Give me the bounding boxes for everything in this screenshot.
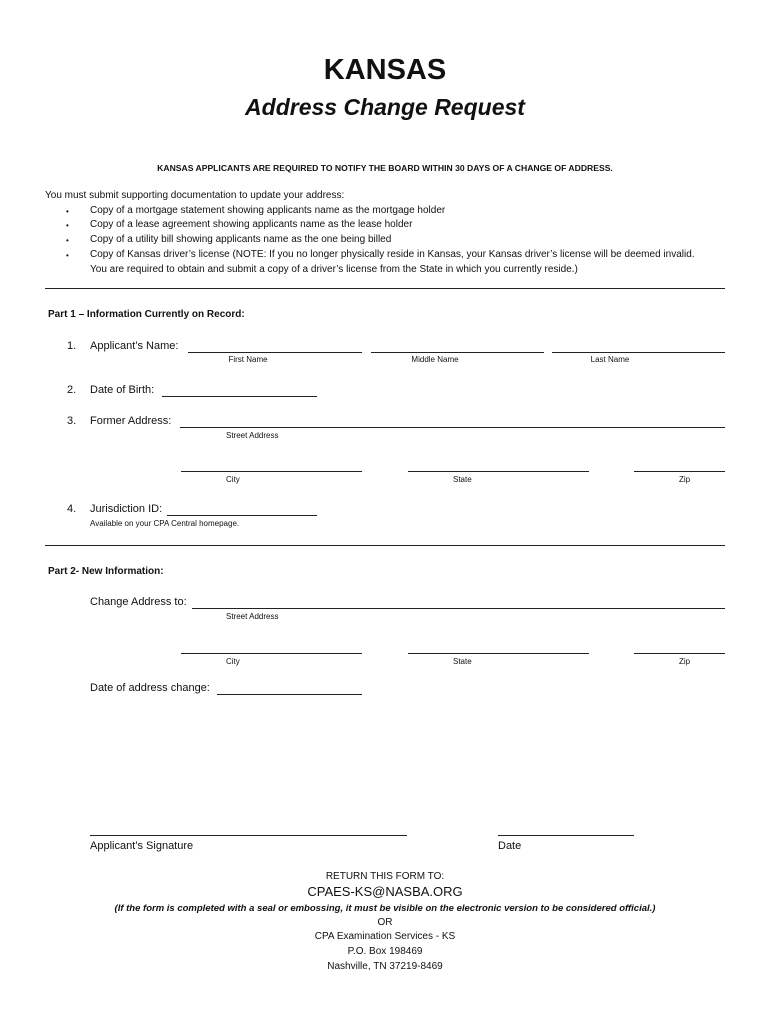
former-state-field[interactable] bbox=[408, 471, 589, 472]
q4-number: 4. bbox=[67, 503, 77, 515]
or-label: OR bbox=[377, 917, 393, 928]
list-item-text: Copy of a lease agreement showing applicants name as the lease holder bbox=[90, 219, 413, 230]
former-city-field[interactable] bbox=[181, 471, 362, 472]
list-item-continuation: You are required to obtain and submit a copy of a driver’s license from the State in which you currently reside.) bbox=[90, 264, 578, 275]
former-street-caption: Street Address bbox=[226, 431, 279, 440]
part1-heading: Part 1 – Information Currently on Record: bbox=[48, 309, 245, 320]
new-state-caption: State bbox=[453, 657, 472, 666]
section-divider bbox=[45, 545, 725, 546]
bullet-icon: • bbox=[66, 251, 69, 260]
former-state-caption: State bbox=[453, 475, 472, 484]
bullet-icon: • bbox=[66, 236, 69, 245]
signature-date-field[interactable] bbox=[498, 835, 634, 836]
former-city-caption: City bbox=[226, 475, 240, 484]
form-title: KANSAS bbox=[323, 54, 447, 86]
bullet-icon: • bbox=[66, 207, 69, 216]
part2-heading: Part 2- New Information: bbox=[48, 566, 164, 577]
new-city-caption: City bbox=[226, 657, 240, 666]
new-street-field[interactable] bbox=[192, 608, 725, 609]
last-name-caption: Last Name bbox=[590, 355, 630, 364]
seal-note: (If the form is completed with a seal or embossing, it must be visible on the electronic version to be considered official.) bbox=[114, 903, 656, 914]
middle-name-field[interactable] bbox=[371, 352, 544, 353]
former-zip-caption: Zip bbox=[679, 475, 691, 484]
list-item-text: Copy of Kansas driver’s license (NOTE: If you no longer physically reside in Kansas, your Kansas driver’s license will be deemed invalid. bbox=[90, 249, 695, 260]
q2-number: 2. bbox=[67, 384, 77, 396]
q1-number: 1. bbox=[67, 340, 77, 352]
last-name-field[interactable] bbox=[552, 352, 725, 353]
signature-label: Applicant’s Signature bbox=[90, 840, 194, 852]
new-zip-caption: Zip bbox=[679, 657, 691, 666]
change-address-label: Change Address to: bbox=[90, 596, 187, 608]
new-state-field[interactable] bbox=[408, 653, 589, 654]
mailing-pobox: P.O. Box 198469 bbox=[347, 946, 423, 957]
mailing-org: CPA Examination Services - KS bbox=[314, 931, 456, 942]
first-name-caption: First Name bbox=[228, 355, 268, 364]
list-item-text: Copy of a mortgage statement showing applicants name as the mortgage holder bbox=[90, 205, 446, 216]
jurisdiction-id-field[interactable] bbox=[167, 515, 317, 516]
date-of-change-label: Date of address change: bbox=[90, 682, 210, 694]
list-item-text: Copy of a utility bill showing applicants name as the one being billed bbox=[90, 234, 392, 245]
date-of-change-field[interactable] bbox=[217, 694, 362, 695]
return-email[interactable]: CPAES-KS@NASBA.ORG bbox=[307, 884, 463, 899]
former-address-label: Former Address: bbox=[90, 415, 172, 427]
mailing-city: Nashville, TN 37219-8469 bbox=[327, 961, 443, 972]
first-name-field[interactable] bbox=[188, 352, 362, 353]
notice-text: KANSAS APPLICANTS ARE REQUIRED TO NOTIFY THE BOARD WITHIN 30 DAYS OF A CHANGE OF ADDRESS. bbox=[157, 163, 613, 173]
jurisdiction-id-label: Jurisdiction ID: bbox=[90, 503, 163, 515]
signature-field[interactable] bbox=[90, 835, 407, 836]
intro-lead: You must submit supporting documentation to update your address: bbox=[45, 190, 345, 201]
section-divider bbox=[45, 288, 725, 289]
q3-number: 3. bbox=[67, 415, 77, 427]
new-zip-field[interactable] bbox=[634, 653, 725, 654]
date-of-birth-field[interactable] bbox=[162, 396, 317, 397]
former-street-field[interactable] bbox=[180, 427, 725, 428]
jurisdiction-id-hint: Available on your CPA Central homepage. bbox=[90, 519, 240, 528]
signature-date-label: Date bbox=[498, 840, 522, 852]
middle-name-caption: Middle Name bbox=[411, 355, 459, 364]
date-of-birth-label: Date of Birth: bbox=[90, 384, 155, 396]
bullet-icon: • bbox=[66, 221, 69, 230]
new-street-caption: Street Address bbox=[226, 612, 279, 621]
applicant-name-label: Applicant’s Name: bbox=[90, 340, 179, 352]
former-zip-field[interactable] bbox=[634, 471, 725, 472]
return-to-label: RETURN THIS FORM TO: bbox=[325, 871, 445, 882]
new-city-field[interactable] bbox=[181, 653, 362, 654]
form-subtitle: Address Change Request bbox=[245, 94, 525, 120]
